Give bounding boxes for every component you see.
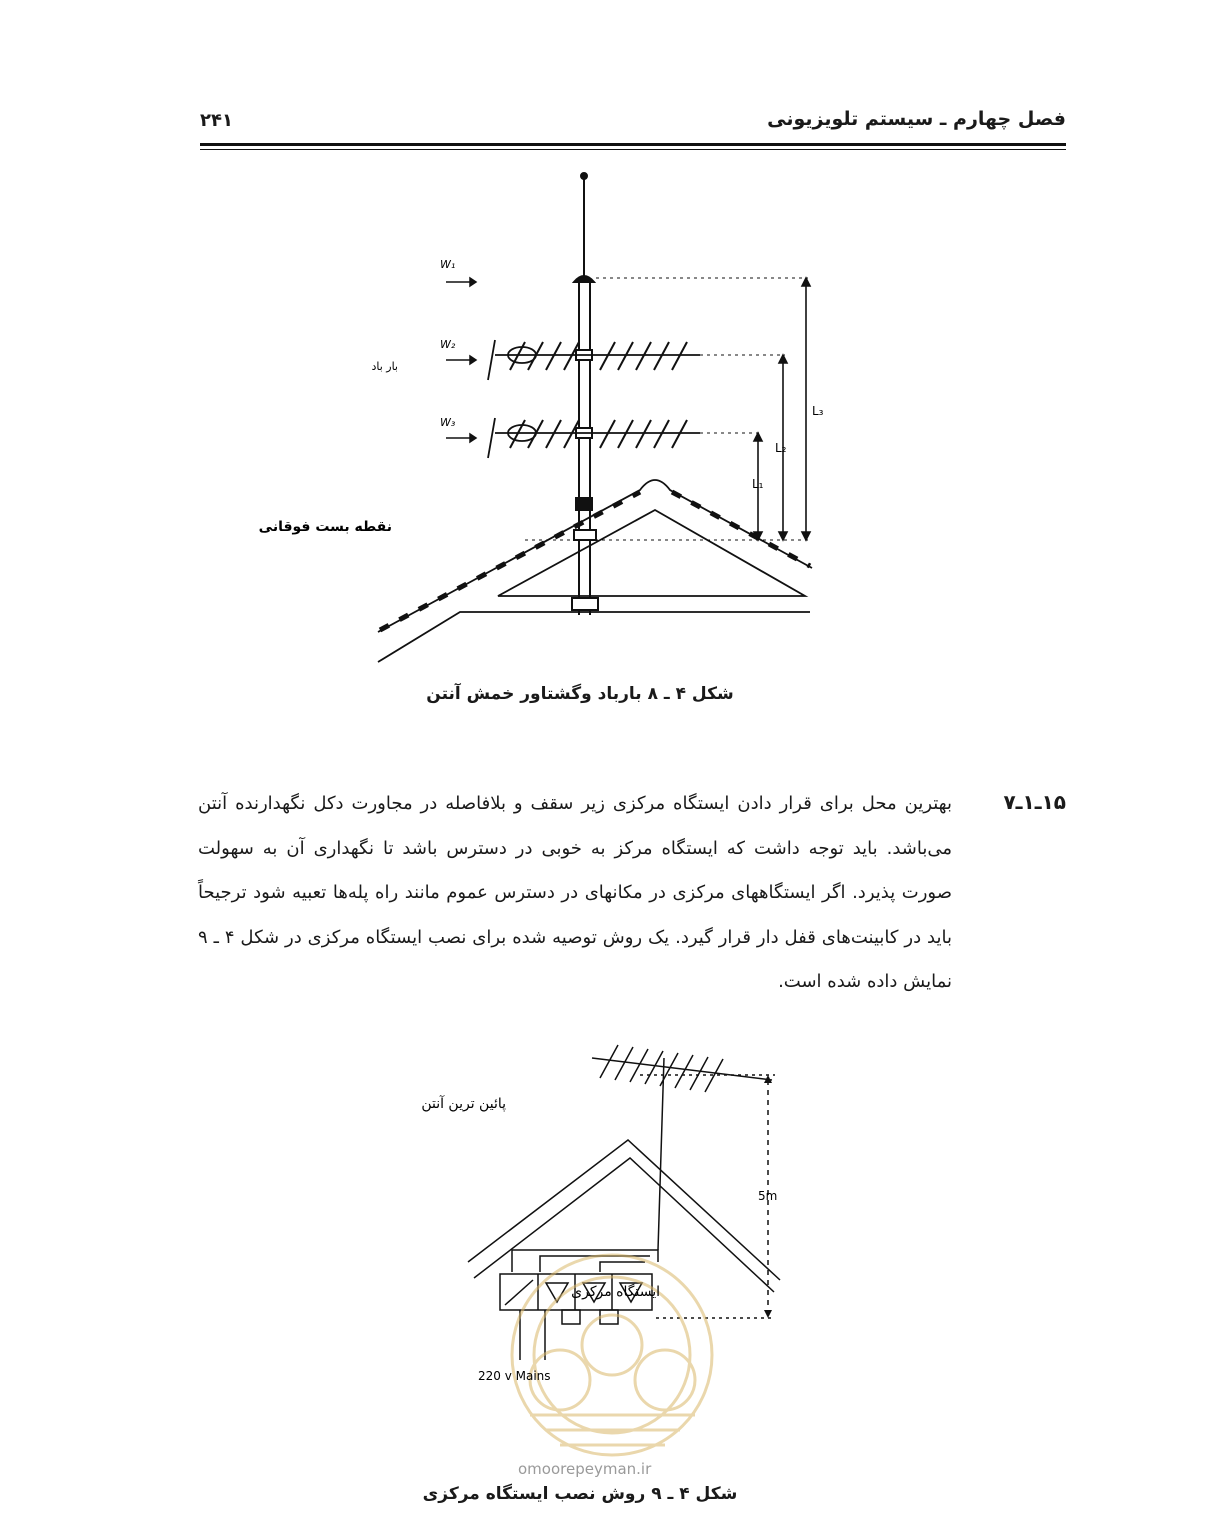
header-rule-thin [200,149,1066,150]
central-station-label: ایستگاه مرکزی [571,1284,660,1300]
distance-label: 5m [758,1189,778,1203]
w1-label: W₁ [440,258,456,271]
figure9-caption: شکل ۴ ـ ۹ روش نصب ایستگاه مرکزی [422,1484,738,1504]
section-number: ۱۵ـ۱ـ۷ [1003,790,1066,814]
clamp-point-label: نقطه بست فوقانی [258,519,392,535]
central-station-installation-diagram [0,1035,1228,1485]
header-rule [200,143,1066,146]
watermark-text: omoorepeyman.ir [518,1460,652,1478]
antenna-wind-load-diagram [0,160,1228,680]
page-number: ۲۴۱ [200,110,233,131]
lowest-antenna-label: پائین ترین آنتن [421,1096,506,1112]
wind-load-label: بار باد [371,360,398,373]
figure8-caption: شکل ۴ ـ ۸ بارباد وگشتاور خمش آنتن [426,684,734,704]
chapter-title: فصل چهارم ـ سیستم تلویزیونی [767,108,1066,130]
mains-label: 220 v Mains [478,1369,551,1383]
l1-label: L₁ [752,477,764,491]
l3-label: L₃ [812,404,824,418]
w2-label: W₂ [440,338,456,351]
l2-label: L₂ [775,441,787,455]
w3-label: W₃ [440,416,456,429]
section-paragraph: بهترین محل برای قرار دادن ایستگاه مرکزی زیر سقف و بلافاصله در مجاورت دکل نگهدارنده آنتن می‌باشد. باید توجه داشت که ایستگاه مرکز به خوبی در دسترس باشد تا نگهداری آن به سهولت صورت پذیرد. اگر ایستگاههای مرکزی در مکانهای در دسترس عموم مانند راه پله‌ها تعبیه شود ترجیحاً باید در کابینت‌های قفل دار قرار گیرد. یک روش توصیه شده برای نصب ایستگاه مرکزی در شکل ۴ ـ ۹ نمایش داده شده است. [198,793,952,992]
